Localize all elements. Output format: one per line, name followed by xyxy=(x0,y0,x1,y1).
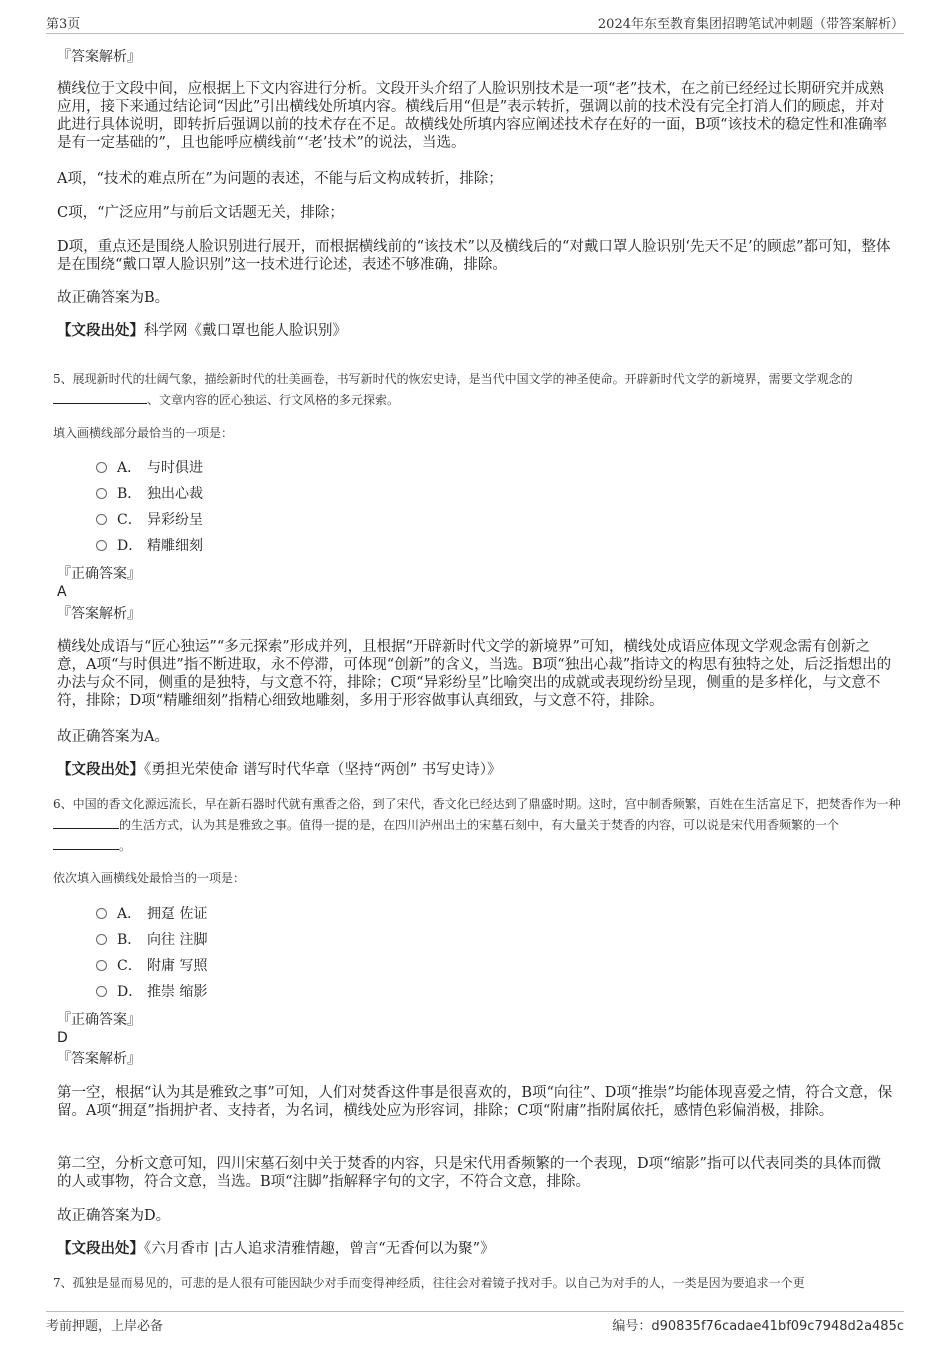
q6-stem xyxy=(53,794,903,857)
q6-stem-part1: 6、中国的香文化源远流长，早在新石器时代就有熏香之俗，到了宋代，香文化已经达到了鼎盛时期。这时，宫中制香频繁，百姓在生活富足下，把焚香作为一种 xyxy=(53,797,901,811)
q4-source xyxy=(57,322,895,340)
q6-analysis-label: 『答案解析』 xyxy=(57,1051,141,1067)
q6-stem-part2: 的生活方式，认为其是雅致之事。值得一提的是，在四川泸州出土的宋墓石刻中，有大量关于焚香的内容，可以说是宋代用香频繁的一个 xyxy=(119,818,840,832)
q5-answer-line: 故正确答案为A。 xyxy=(57,729,169,745)
q6-option-c[interactable]: C． 附庸 写照 xyxy=(96,956,207,976)
q4-analysis-label: 『答案解析』 xyxy=(57,49,141,65)
document-title: 2024年东至教育集团招聘笔试冲刺题（带答案解析） xyxy=(597,17,904,32)
q5-option-a[interactable]: A． 与时俱进 xyxy=(96,458,203,478)
footer-code-label: 编号： xyxy=(612,1319,652,1334)
q5-stem-part2: 、文章内容的匠心独运、行文风格的多元探索。 xyxy=(147,393,400,407)
q5-option-c[interactable]: C． 异彩纷呈 xyxy=(96,510,203,530)
q4-answer-line: 故正确答案为B。 xyxy=(57,290,170,306)
page-footer xyxy=(46,1311,904,1334)
q6-analysis-p1: 第一空，根据“认为其是雅致之事”可知，人们对焚香这件事是很喜欢的，B项“向往”、D项“推崇”均能体现喜爱之情，符合文意，保留。A项“拥趸”指拥护者、支持者，为名词，横线处应为形容词，排除；C项“附庸”指附属依托，感情色彩偏消极，排除。 xyxy=(57,1085,893,1119)
q5-answer: A xyxy=(57,584,67,600)
q5-source-label: 【文段出处】 xyxy=(57,761,144,778)
footer-code xyxy=(612,1315,904,1334)
q6-answer: D xyxy=(57,1030,68,1046)
q6-blank-1 xyxy=(53,816,119,829)
q6-source xyxy=(57,1240,895,1258)
q6-source-label: 【文段出处】 xyxy=(57,1240,144,1257)
q7-stem: 7、孤独是显而易见的，可悲的是人很有可能因缺少对手而变得神经质，往往会对着镜子找对手。以自己为对手的人，一类是因为要追求一个更 xyxy=(53,1276,805,1290)
q5-analysis-label: 『答案解析』 xyxy=(57,606,141,622)
q5-analysis-p1: 横线处成语与“匠心独运”“多元探索”形成并列，且根据“开辟新时代文学的新境界”可知，横线处成语应体现文学观念需有创新之意，A项“与时俱进”指不断进取，永不停滞，可体现“创新”的含义，当选。B项“独出心裁”指诗文的构思有独特之处，后泛指想出的办法与众不同，侧重的是独特，与文意不符，排除；C项“异彩纷呈”比喻突出的成就或表现纷纷呈现，侧重的是多样化，与文意不符，排除；D项“精雕细刻”指精心细致地雕刻，多用于形容做事认真细致，与文意不符，排除。 xyxy=(57,639,892,709)
page-header xyxy=(46,13,904,34)
q5-prompt: 填入画横线部分最恰当的一项是： xyxy=(53,426,234,440)
radio-icon[interactable] xyxy=(96,960,107,971)
radio-icon[interactable] xyxy=(96,934,107,945)
q6-option-a[interactable]: A． 拥趸 佐证 xyxy=(96,904,207,924)
q6-answer-line: 故正确答案为D。 xyxy=(57,1208,171,1224)
q4-analysis-p1: 横线位于文段中间，应根据上下文内容进行分析。文段开头介绍了人脸识别技术是一项“老”技术，在之前已经经过长期研究并成熟应用，接下来通过结论词“因此”引出横线处所填内容。横线后用“但是”表示转折，强调以前的技术没有完全打消人们的顾虑，并对此进行具体说明，即转折后强调以前的技术存在不足。故横线处所填内容应阐述技术存在好的一面，B项“该技术的稳定性和准确率是有一定基础的”，且也能呼应横线前“‘老’技术”的说法，当选。 xyxy=(57,81,888,151)
radio-icon[interactable] xyxy=(96,908,107,919)
q6-stem-part3: 。 xyxy=(119,839,132,853)
q5-blank xyxy=(53,391,147,404)
footer-code-value: d90835f76cadae41bf09c7948d2a485c xyxy=(651,1319,904,1334)
q6-option-d[interactable]: D． 推崇 缩影 xyxy=(96,982,207,1002)
q5-stem-part1: 5、展现新时代的壮阔气象，描绘新时代的壮美画卷，书写新时代的恢宏史诗，是当代中国文学的神圣使命。开辟新时代文学的新境界，需要文学观念的 xyxy=(53,372,853,386)
q5-correct-label: 『正确答案』 xyxy=(57,566,141,582)
q6-analysis-p2: 第二空，分析文意可知，四川宋墓石刻中关于焚香的内容，只是宋代用香频繁的一个表现，D项“缩影”指可以代表同类的具体而微的人或事物，符合文意，当选。B项“注脚”指解释字句的文字，不符合文意，排除。 xyxy=(57,1156,881,1190)
q5-option-b[interactable]: B． 独出心裁 xyxy=(96,484,203,504)
q4-source-text: 科学网《戴口罩也能人脸识别》 xyxy=(144,323,347,339)
radio-icon[interactable] xyxy=(96,462,107,473)
q6-correct-label: 『正确答案』 xyxy=(57,1012,141,1028)
radio-icon[interactable] xyxy=(96,986,107,997)
radio-icon[interactable] xyxy=(96,540,107,551)
q4-analysis-p2: A项，“技术的难点所在”为问题的表述，不能与后文构成转折，排除； xyxy=(57,171,503,187)
q5-stem xyxy=(53,369,903,411)
q6-prompt: 依次填入画横线处最恰当的一项是： xyxy=(53,871,246,885)
q6-blank-2 xyxy=(53,837,119,850)
q4-analysis-p3: C项，“广泛应用”与前后文话题无关，排除； xyxy=(57,205,344,221)
q4-source-label: 【文段出处】 xyxy=(57,322,144,339)
q5-source-text: 《勇担光荣使命 谱写时代华章（坚持“两创” 书写史诗）》 xyxy=(144,762,502,778)
q5-source xyxy=(57,761,895,779)
q5-option-d[interactable]: D． 精雕细刻 xyxy=(96,536,203,556)
q6-option-b[interactable]: B． 向往 注脚 xyxy=(96,930,207,950)
radio-icon[interactable] xyxy=(96,514,107,525)
footer-slogan: 考前押题，上岸必备 xyxy=(46,1319,164,1334)
page-number: 第3页 xyxy=(46,17,81,32)
q4-analysis-p4: D项，重点还是围绕人脸识别进行展开，而根据横线前的“该技术”以及横线后的“对戴口罩人脸识别‘先天不足’的顾虑”都可知，整体是在围绕“戴口罩人脸识别”这一技术进行论述，表述不够准确，排除。 xyxy=(57,239,891,273)
radio-icon[interactable] xyxy=(96,488,107,499)
q6-source-text: 《六月香市 |古人追求清雅情趣，曾言“无香何以为聚”》 xyxy=(144,1241,495,1257)
